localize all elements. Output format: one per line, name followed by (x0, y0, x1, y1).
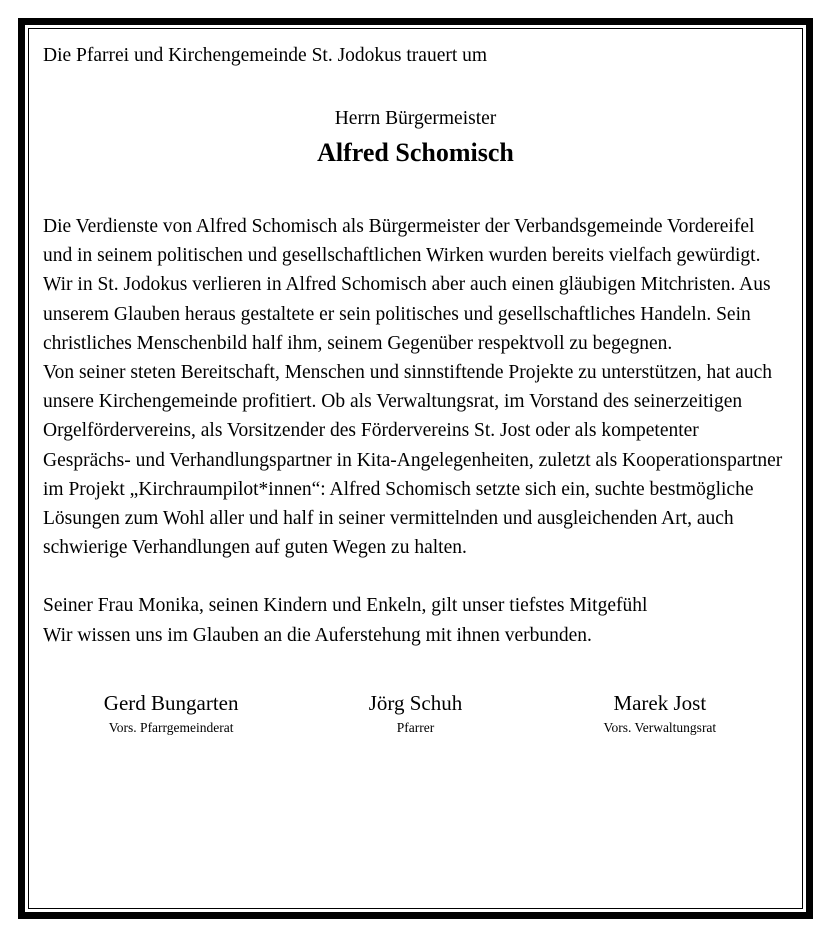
body-paragraph-3: Von seiner steten Bereitschaft, Menschen und sinnstiftende Projekte zu unterstützen, hat auch unsere Kirchengemeinde profitiert. Ob als Verwaltungsrat, im Vorstand des seinerzeitigen Orgelfördervereins, als Vorsitzender des Fördervereins St. Jost oder als kompetenter Gesprächs- und Verhandlungspartner in Kita-Angelegenheiten, zuletzt als Kooperationspartner im Projekt „Kirchraumpilot*innen“: Alfred Schomisch setzte sich ein, suchte bestmögliche Lösungen zum Wohl aller und half in seiner vermittelnden und ausgleichenden Art, auch schwierige Verhandlungen auf guten Wegen zu halten. (43, 362, 783, 559)
body-paragraph-1: Die Verdienste von Alfred Schomisch als Bürgermeister der Verbandsgemeinde Vordereifel und in seinem politischen und gesellschaftlichen Wirken wurden bereits vielfach gewürdigt. (43, 216, 761, 267)
signatory-3 (538, 690, 782, 738)
signatory-2 (293, 690, 537, 738)
signatory-name: Gerd Bungarten (103, 690, 239, 715)
signatory-title: Vors. Verwaltungsrat (603, 719, 717, 735)
body-block (43, 212, 788, 650)
signatory-name: Marek Jost (613, 690, 707, 715)
signatory-name: Jörg Schuh (368, 690, 463, 715)
closing-line-2: Wir wissen uns im Glauben an die Auferstehung mit ihnen verbunden. (43, 624, 592, 646)
deceased-block (43, 106, 788, 170)
deceased-honorific: Herrn Bürgermeister (334, 108, 497, 129)
closing-line-1: Seiner Frau Monika, seinen Kindern und Enkeln, gilt unser tiefstes Mitgefühl (43, 595, 648, 617)
paragraph-spacer (43, 562, 788, 591)
deceased-name: Alfred Schomisch (317, 138, 514, 167)
body-paragraph-2: Wir in St. Jodokus verlieren in Alfred Schomisch aber auch einen gläubigen Mitchristen. Aus unserem Glauben heraus gestaltete er sein politisches und gesellschaftliches Handeln. Sein christliches Menschenbild half ihm, seinem Gegenüber respektvoll zu begegnen. (43, 274, 771, 354)
obituary-inner-border (28, 28, 803, 909)
signatory-1 (49, 690, 293, 738)
intro-line: Die Pfarrei und Kirchengemeinde St. Jodokus trauert um (43, 45, 488, 66)
obituary-notice-frame (18, 18, 813, 919)
signatory-title: Vors. Pfarrgemeinderat (108, 719, 234, 735)
signatory-title: Pfarrer (396, 719, 435, 735)
signature-row (43, 690, 788, 738)
obituary-content (29, 29, 802, 908)
